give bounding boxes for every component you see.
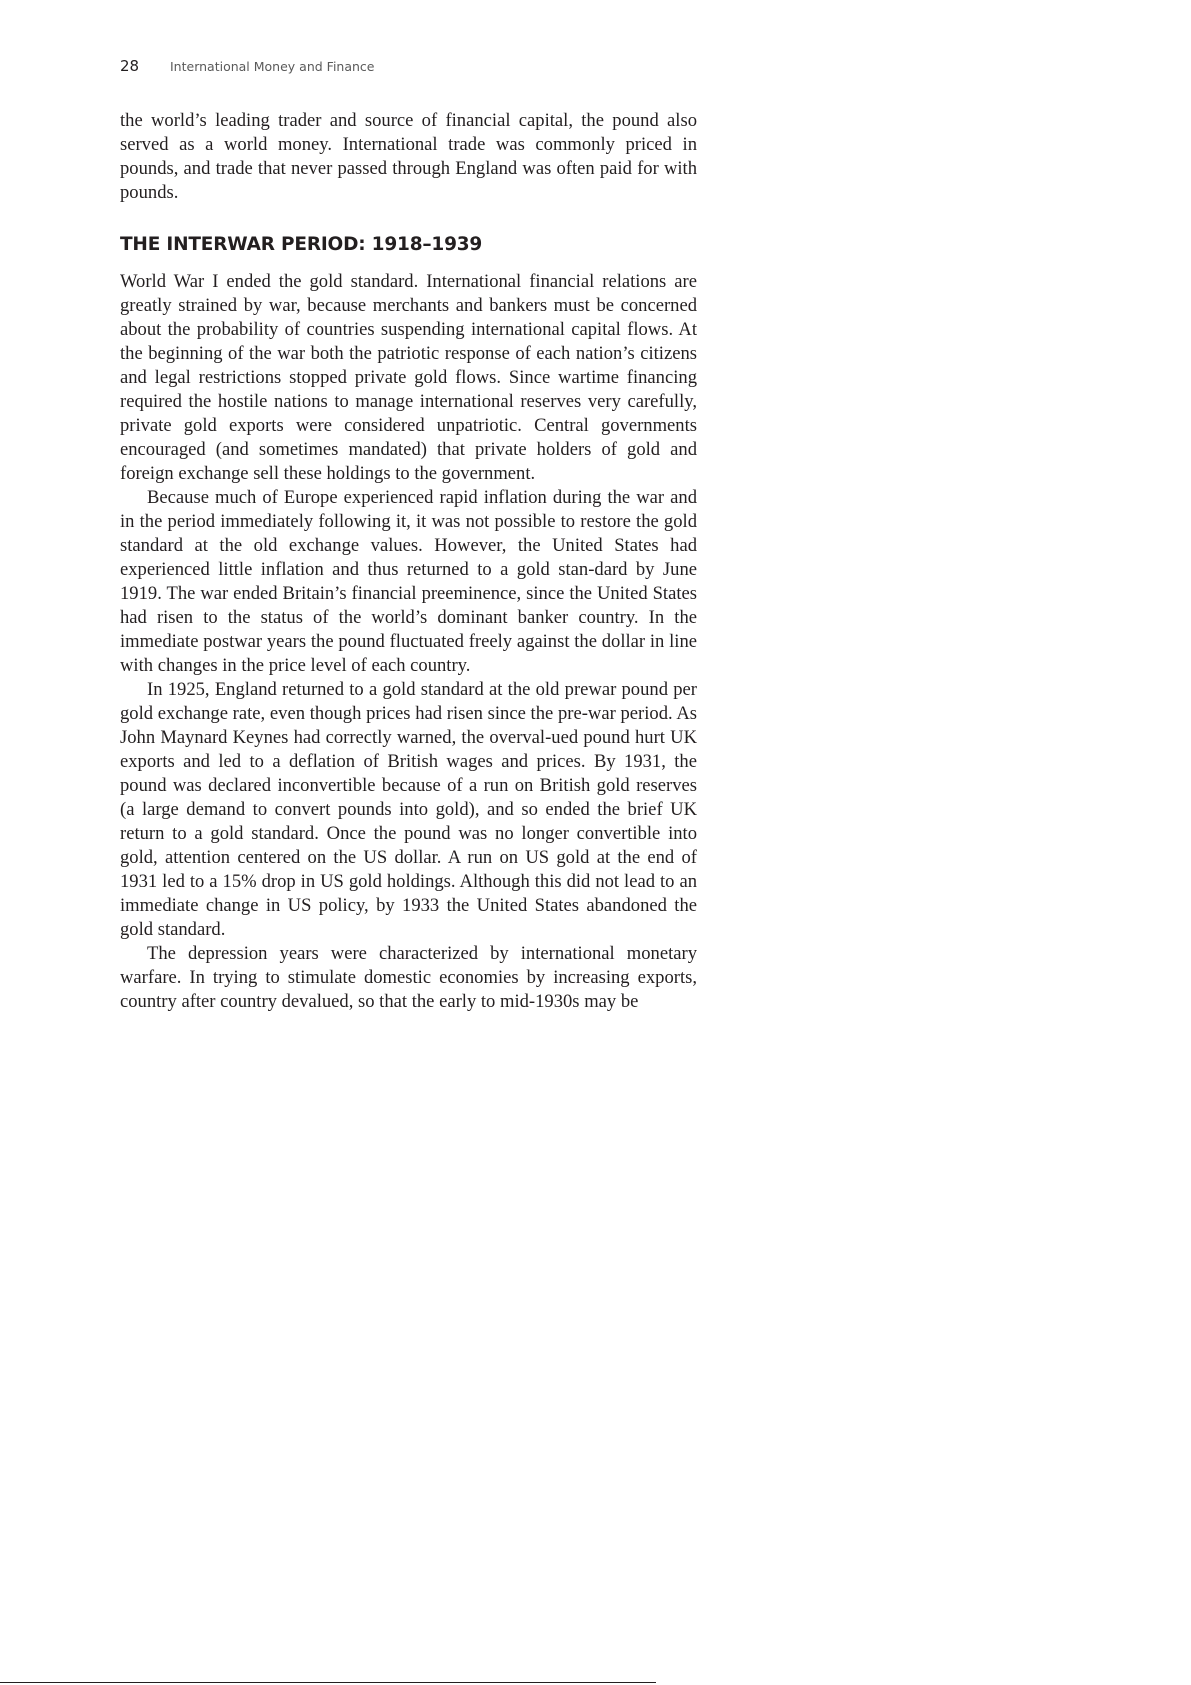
running-head [120, 54, 374, 78]
paragraph: The depression years were characterized by international monetary warfare. In trying to stimulate domestic economies by increasing exports, country after country devalued, so that the early to mid-1930s may be [120, 943, 697, 1012]
paragraph: World War I ended the gold standard. International financial relations are greatly strained by war, because merchants and bankers must be concerned about the probability of countries suspending international capital flows. At the beginning of the war both the patriotic response of each nation’s citizens and legal restrictions stopped private gold flows. Since wartime financing required the hostile nations to manage international reserves very carefully, private gold exports were considered unpatriotic. Central governments encouraged (and sometimes mandated) that private holders of gold and foreign exchange sell these holdings to the government. [120, 271, 697, 484]
paragraph: In 1925, England returned to a gold standard at the old prewar pound per gold exchange rate, even though prices had risen since the pre-war period. As John Maynard Keynes had correctly warned, the overval-ued pound hurt UK exports and led to a deflation of British wages and prices. By 1931, the pound was declared inconvertible because of a run on British gold reserves (a large demand to convert pounds into gold), and so ended the brief UK return to a gold standard. Once the pound was no longer convertible into gold, attention centered on the US dollar. A run on US gold at the end of 1931 led to a 15% drop in US gold holdings. Although this did not lead to an immediate change in US policy, by 1933 the United States abandoned the gold standard. [120, 679, 697, 940]
section-heading: THE INTERWAR PERIOD: 1918–1939 [120, 234, 483, 255]
running-title: International Money and Finance [170, 58, 375, 74]
page-number: 28 [120, 57, 140, 75]
bottom-rule [0, 1682, 656, 1683]
opening-paragraph: the world’s leading trader and source of financial capital, the pound also served as a world money. International trade was commonly priced in pounds, and trade that never passed through England was often paid for with pounds. [120, 110, 697, 203]
body-text [120, 109, 697, 1014]
paragraph: Because much of Europe experienced rapid inflation during the war and in the period immediately following it, it was not possible to restore the gold standard at the old exchange values. However, the United States had experienced little inflation and thus returned to a gold stan-dard by June 1919. The war ended Britain’s financial preeminence, since the United States had risen to the status of the world’s dominant banker country. In the immediate postwar years the pound fluctuated freely against the dollar in line with changes in the price level of each country. [120, 487, 697, 676]
